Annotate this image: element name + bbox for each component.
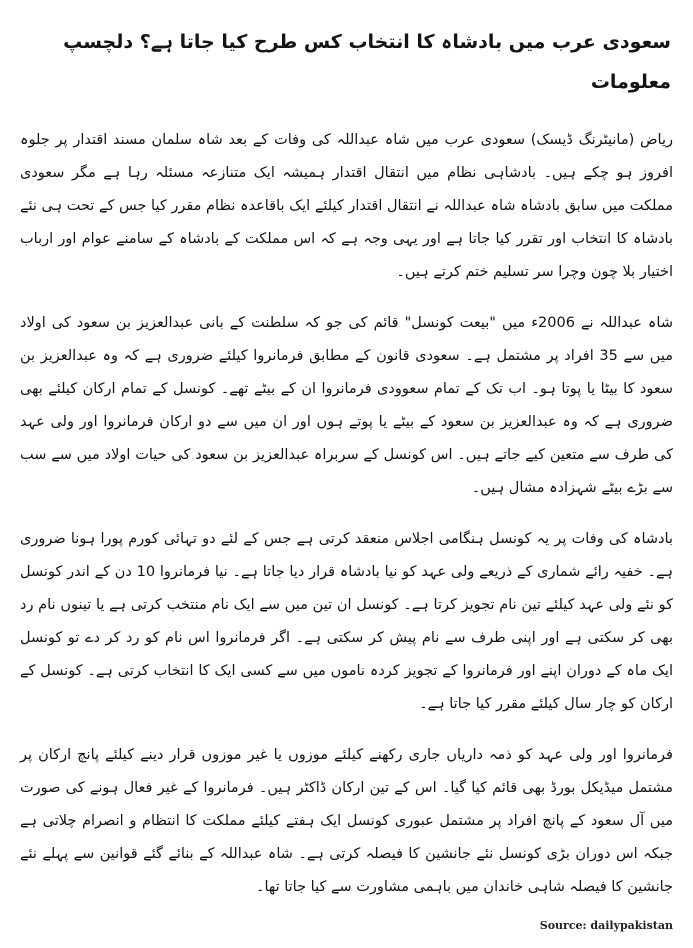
paragraph-2: شاہ عبداللہ نے 2006ء میں "بیعت کونسل" قائم کی جو کہ سلطنت کے بانی عبدالعزیز بن سعود کی اولاد میں سے 35 افراد پر مشتمل ہے۔ سعودی قانون کے مطابق فرمانروا کیلئے ضروری ہے کہ وہ عبدالعزیز بن سعود کا بیٹا یا پوتا ہو۔ اب تک کے تمام سعوودی فرمانروا ان کے بیٹے تھے۔ کونسل کے تمام ارکان کیلئے بھی ضروری ہے کہ وہ عبدالعزیز بن سعود کے بیٹے یا پوتے ہوں اور ان میں سے دو ارکان فرمانروا اور ولی عہد کی طرف سے متعین کیے جاتے ہیں۔ اس کونسل کے سربراہ عبدالعزیز بن سعود کی حیات اولاد میں سے سب سے بڑے بیٹے شہزادہ مشال ہیں۔ bbox=[20, 315, 673, 496]
paragraph-4: فرمانروا اور ولی عہد کو ذمہ داریاں جاری رکھنے کیلئے موزوں یا غیر موزوں قرار دینے کیلئے پانچ ارکان پر مشتمل میڈیکل بورڈ بھی قائم کیا گیا۔ اس کے تین ارکان ڈاکٹر ہیں۔ فرمانروا کے غیر فعال ہونے کی صورت میں آل سعود کے پانچ افراد پر مشتمل عبوری کونسل ایک ہفتے کیلئے مملکت کا انتظام و انصرام چلاتی ہے جبکہ اس دوران بڑی کونسل نئے جانشین کا فیصلہ کرتی ہے۔ شاہ عبداللہ کے بنائے گئے قوانین سے پہلے نئے جانشین کا فیصلہ شاہی خاندان میں باہمی مشاورت سے کیا جاتا تھا۔ bbox=[20, 747, 673, 895]
paragraph-3: بادشاہ کی وفات پر یہ کونسل ہنگامی اجلاس منعقد کرتی ہے جس کے لئے دو تہائی کورم پورا ہونا ضروری ہے۔ خفیہ رائے شماری کے ذریعے ولی عہد کو نیا بادشاہ قرار دیا جاتا ہے۔ نیا فرمانروا 10 دن کے اندر کونسل کو نئے ولی عہد کیلئے تین نام تجویز کرتا ہے۔ کونسل ان تین میں سے ایک نام منتخب کرتی ہے یا تینوں نام رد بھی کر سکتی ہے اور اپنی طرف سے نام پیش کر سکتی ہے۔ اگر فرمانروا اس نام کو رد کر دے تو کونسل ایک ماہ کے دوران اپنے اور فرمانروا کے تجویز کردہ ناموں میں سے کسی ایک کا انتخاب کرتی ہے۔ کونسل کے ارکان کو چار سال کیلئے مقرر کیا جاتا ہے۔ bbox=[20, 531, 674, 712]
paragraph-1: ریاض (مانیٹرنگ ڈیسک) سعودی عرب میں شاہ عبداللہ کی وفات کے بعد شاہ سلمان مسند اقتدار پر جلوہ افروز ہو چکے ہیں۔ بادشاہی نظام میں انتقال اقتدار ہمیشہ ایک متنازعہ مسئلہ رہا ہے مگر سعودی مملکت میں سابق بادشاہ شاہ عبداللہ نے انتقال اقتدار کیلئے ایک باقاعدہ نظام مقرر کیا جس کے تحت ہی نئے بادشاہ کا انتخاب اور تقرر کیا جاتا ہے اور یہی وجہ ہے کہ اس مملکت کے بادشاہ کے سامنے عوام اور ارباب اختیار بلا چون وچرا سر تسلیم ختم کرتے ہیں۔ bbox=[20, 132, 673, 280]
article-title: سعودی عرب میں بادشاہ کا انتخاب کس طرح کیا جاتا ہے؟ دلچسپ معلومات bbox=[63, 31, 671, 93]
source-credit: Source: dailypakistan bbox=[539, 919, 673, 932]
article-body bbox=[20, 124, 673, 904]
